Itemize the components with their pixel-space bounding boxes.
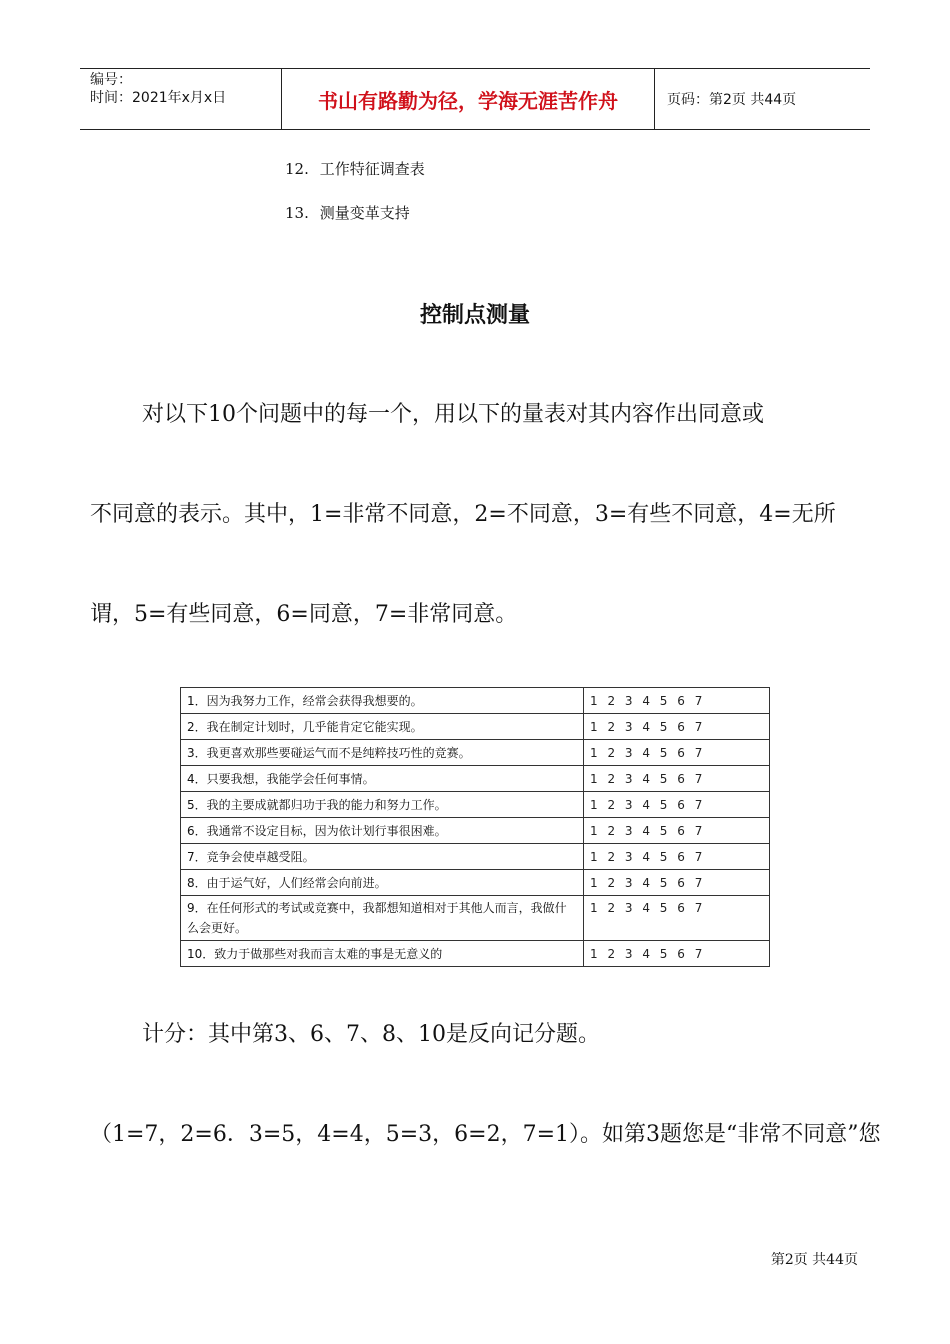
time-label: 时间：2021年x月x日 xyxy=(90,90,227,106)
scoring-line: 计分：其中第3、6、7、8、10是反向记分题。 xyxy=(142,1022,600,1047)
rating-scale: 1 2 3 4 5 6 7 xyxy=(584,870,770,896)
question-text: 2．我在制定计划时，几乎能肯定它能实现。 xyxy=(181,714,584,740)
toc-item xyxy=(285,158,425,179)
questionnaire-table xyxy=(180,687,770,967)
toc-text: 工作特征调查表 xyxy=(319,160,425,178)
table-row xyxy=(181,941,770,967)
question-text: 4．只要我想，我能学会任何事情。 xyxy=(181,766,584,792)
section-title: 控制点测量 xyxy=(419,303,530,328)
header-page-info: 页码：第2页 共44页 xyxy=(667,92,797,108)
table-row xyxy=(181,818,770,844)
page-header xyxy=(80,68,870,130)
question-text: 6．我通常不设定目标，因为依计划行事很困难。 xyxy=(181,818,584,844)
table-row xyxy=(181,740,770,766)
rating-scale: 1 2 3 4 5 6 7 xyxy=(584,714,770,740)
table-row xyxy=(181,766,770,792)
rating-scale: 1 2 3 4 5 6 7 xyxy=(584,896,770,941)
question-text: 1．因为我努力工作，经常会获得我想要的。 xyxy=(181,688,584,714)
question-text: 3．我更喜欢那些要碰运气而不是纯粹技巧性的竞赛。 xyxy=(181,740,584,766)
rating-scale: 1 2 3 4 5 6 7 xyxy=(584,766,770,792)
question-text: 10．致力于做那些对我而言太难的事是无意义的 xyxy=(181,941,584,967)
table-row xyxy=(181,792,770,818)
intro-line: 不同意的表示。其中，1=非常不同意，2=不同意，3=有些不同意，4=无所 xyxy=(90,502,836,527)
rating-scale: 1 2 3 4 5 6 7 xyxy=(584,740,770,766)
rating-scale: 1 2 3 4 5 6 7 xyxy=(584,792,770,818)
table-row xyxy=(181,844,770,870)
table-row xyxy=(181,896,770,941)
toc-item xyxy=(285,202,410,223)
table-row xyxy=(181,870,770,896)
question-text: 9．在任何形式的考试或竞赛中，我都想知道相对于其他人而言，我做什么会更好。 xyxy=(181,896,584,941)
intro-line: 对以下10个问题中的每一个，用以下的量表对其内容作出同意或 xyxy=(142,402,764,427)
toc-number: 12. xyxy=(285,160,309,178)
header-meta xyxy=(80,69,282,129)
intro-line: 谓，5=有些同意，6=同意，7=非常同意。 xyxy=(90,602,518,627)
question-text: 5．我的主要成就都归功于我的能力和努力工作。 xyxy=(181,792,584,818)
toc-text: 测量变革支持 xyxy=(319,204,410,222)
question-text: 8．由于运气好，人们经常会向前进。 xyxy=(181,870,584,896)
table-row xyxy=(181,688,770,714)
rating-scale: 1 2 3 4 5 6 7 xyxy=(584,688,770,714)
rating-scale: 1 2 3 4 5 6 7 xyxy=(584,941,770,967)
rating-scale: 1 2 3 4 5 6 7 xyxy=(584,818,770,844)
number-label: 编号： xyxy=(90,72,132,88)
table-row xyxy=(181,714,770,740)
page-footer: 第2页 共44页 xyxy=(770,1252,858,1268)
question-text: 7．竞争会使卓越受阻。 xyxy=(181,844,584,870)
scoring-line: （1=7，2=6．3=5，4=4，5=3，6=2，7=1）。如第3题您是“非常不同意”您 xyxy=(90,1122,881,1147)
header-motto: 书山有路勤为径，学海无涯苦作舟 xyxy=(282,69,655,129)
rating-scale: 1 2 3 4 5 6 7 xyxy=(584,844,770,870)
toc-number: 13. xyxy=(285,204,309,222)
